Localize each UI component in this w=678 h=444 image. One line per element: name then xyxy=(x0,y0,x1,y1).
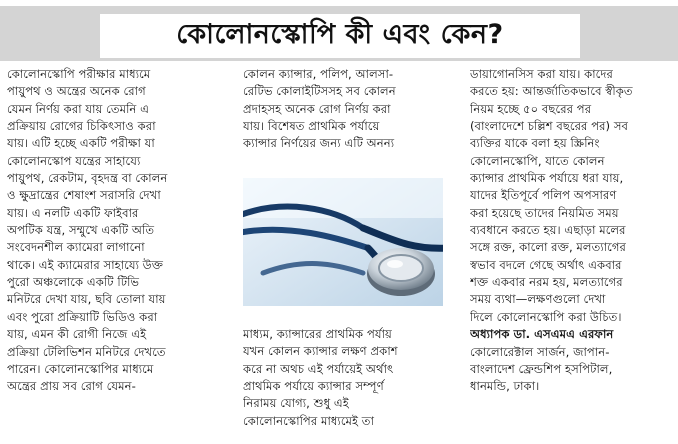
article-column-3 xyxy=(470,66,675,396)
text-line: যাদের ইতিপূর্বে পলিপ অপসারণ xyxy=(470,188,617,203)
text-line: যায়। বিশেষত প্রাথমিক পর্যায়ে xyxy=(243,119,380,134)
text-line: থাকে। এই ক্যামেরার সাহায্যে উক্ত xyxy=(7,257,164,272)
text-line: প্রক্রিয়া টেলিভিশন মনিটরে দেখতে xyxy=(7,344,166,359)
text-line: কোলোনস্কোপ যন্ত্রের সাহায্যে xyxy=(7,153,141,168)
text-line: করা হয়েছে তাদের নিয়মিত সময় xyxy=(470,205,619,220)
text-line: ব্যক্তির যাকে বলা হয় স্ক্রিনিং xyxy=(470,136,600,151)
text-line: যায়, এমন কী রোগী নিজে এই xyxy=(7,327,147,342)
text-line: (বাংলাদেশে চল্লিশ বছরের পর) সব xyxy=(470,119,629,134)
text-line: এবং পুরো প্রক্রিয়াটি ভিডিও করা xyxy=(7,309,158,324)
text-line: পায়ুপথ ও অন্ত্রের অনেক রোগ xyxy=(7,84,146,99)
text-line: পায়ুপথ, রেকটাম, বৃহদন্ত্র বা কোলন xyxy=(7,171,168,186)
text-line: ও ক্ষুদ্রান্ত্রের শেষাংশ সরাসরি দেখা xyxy=(7,188,161,203)
article-title: কোলোনস্কোপি কী এবং কেন? xyxy=(100,14,580,58)
article-column-2-top xyxy=(243,66,453,153)
text-line: সংবেদনশীল ক্যামেরা লাগানো xyxy=(7,240,145,255)
text-line: করে না অথচ এই পর্যায়েই অর্থাৎ xyxy=(243,361,394,376)
text-line: কোলোনস্কোপি পরীক্ষার মাধ্যমে xyxy=(7,67,151,81)
author-address: ধানমন্ডি, ঢাকা। xyxy=(470,379,540,394)
text-line: যখন কোলন ক্যান্সার লক্ষণ প্রকাশ xyxy=(243,344,398,359)
text-line: মাধ্যম, ক্যান্সারের প্রাথমিক পর্যায় xyxy=(243,327,392,341)
text-line: সময় ব্যথা—লক্ষণগুলো দেখা xyxy=(470,292,606,307)
text-line: ক্যান্সার প্রাথমিক পর্যায়ে ধরা যায়, xyxy=(470,171,624,186)
text-line: শক্ত একবার নরম হয়, মলত্যাগের xyxy=(470,275,623,290)
author-name: অধ্যাপক ডা. এসএমএ এরফান xyxy=(470,327,614,342)
text-line: রেটিভ কোলাইটিসসহ সব কোলন xyxy=(243,84,396,99)
text-line: প্রক্রিয়ায় রোগের চিকিৎসাও করা xyxy=(7,119,156,134)
text-line: অপটিক যন্ত্র, সম্মুখে একটি অতি xyxy=(7,223,155,238)
text-line: কোলোনস্কোপি, যাতে কোলন xyxy=(470,153,605,168)
text-line: অন্ত্রের প্রায় সব রোগ যেমন- xyxy=(7,379,136,394)
text-line: কোলোনস্কোপির মাধ্যমেই তা xyxy=(243,413,374,428)
text-line: প্রদাহসহ অনেক রোগ নির্ণয় করা xyxy=(243,101,391,116)
text-line: প্রাথমিক পর্যায়ে ক্যান্সার সম্পূর্ণ xyxy=(243,379,384,394)
text-line: যায়। এ নলটি একটি ফাইবার xyxy=(7,205,139,220)
text-line: নিরাময় যোগ্য, শুধু এই xyxy=(243,396,349,411)
text-line: দিলে কোলোনস্কোপি করা উচিত। xyxy=(470,309,622,324)
text-line: পুরো অঞ্চলোকে একটি টিভি xyxy=(7,275,140,290)
text-line: স্বভাব বদলে গেছে অর্থাৎ একবার xyxy=(470,257,622,272)
text-line: ব্যবধানে করতে হয়। এছাড়া মলের xyxy=(470,223,626,238)
article-column-1 xyxy=(7,66,227,396)
text-line: কোলন ক্যান্সার, পলিপ, আলসা- xyxy=(243,67,394,81)
article-column-2-bottom xyxy=(243,326,458,430)
text-line: ক্যান্সার নির্ণয়ের জন্য এটি অনন্য xyxy=(243,136,395,151)
text-line: করতে হয়: আন্তর্জাতিকভাবে স্বীকৃত xyxy=(470,84,633,99)
stethoscope-photo xyxy=(243,178,443,306)
text-line: মনিটরে দেখা যায়, ছবি তোলা যায় xyxy=(7,292,166,307)
text-line: সঙ্গে রক্ত, কালো রক্ত, মলত্যাগের xyxy=(470,240,626,255)
author-affiliation: বাংলাদেশ ফ্রেন্ডশিপ হসপিটাল, xyxy=(470,361,613,376)
text-line: পারেন। কোলোনস্কোপির মাধ্যমে xyxy=(7,361,154,376)
stethoscope-icon xyxy=(243,178,443,306)
text-line: যেমন নির্ণয় করা যায় তেমনি এ xyxy=(7,101,150,116)
text-line: নিয়ম হচ্ছে ৫০ বছরের পর xyxy=(470,101,592,116)
author-designation: কোলোরেক্টাল সার্জন, জাপান- xyxy=(470,344,610,359)
text-line: যায়। এটি হচ্ছে একটি পরীক্ষা যা xyxy=(7,136,155,151)
text-line: ডায়াগোনসিস করা যায়। কাদের xyxy=(470,67,613,81)
